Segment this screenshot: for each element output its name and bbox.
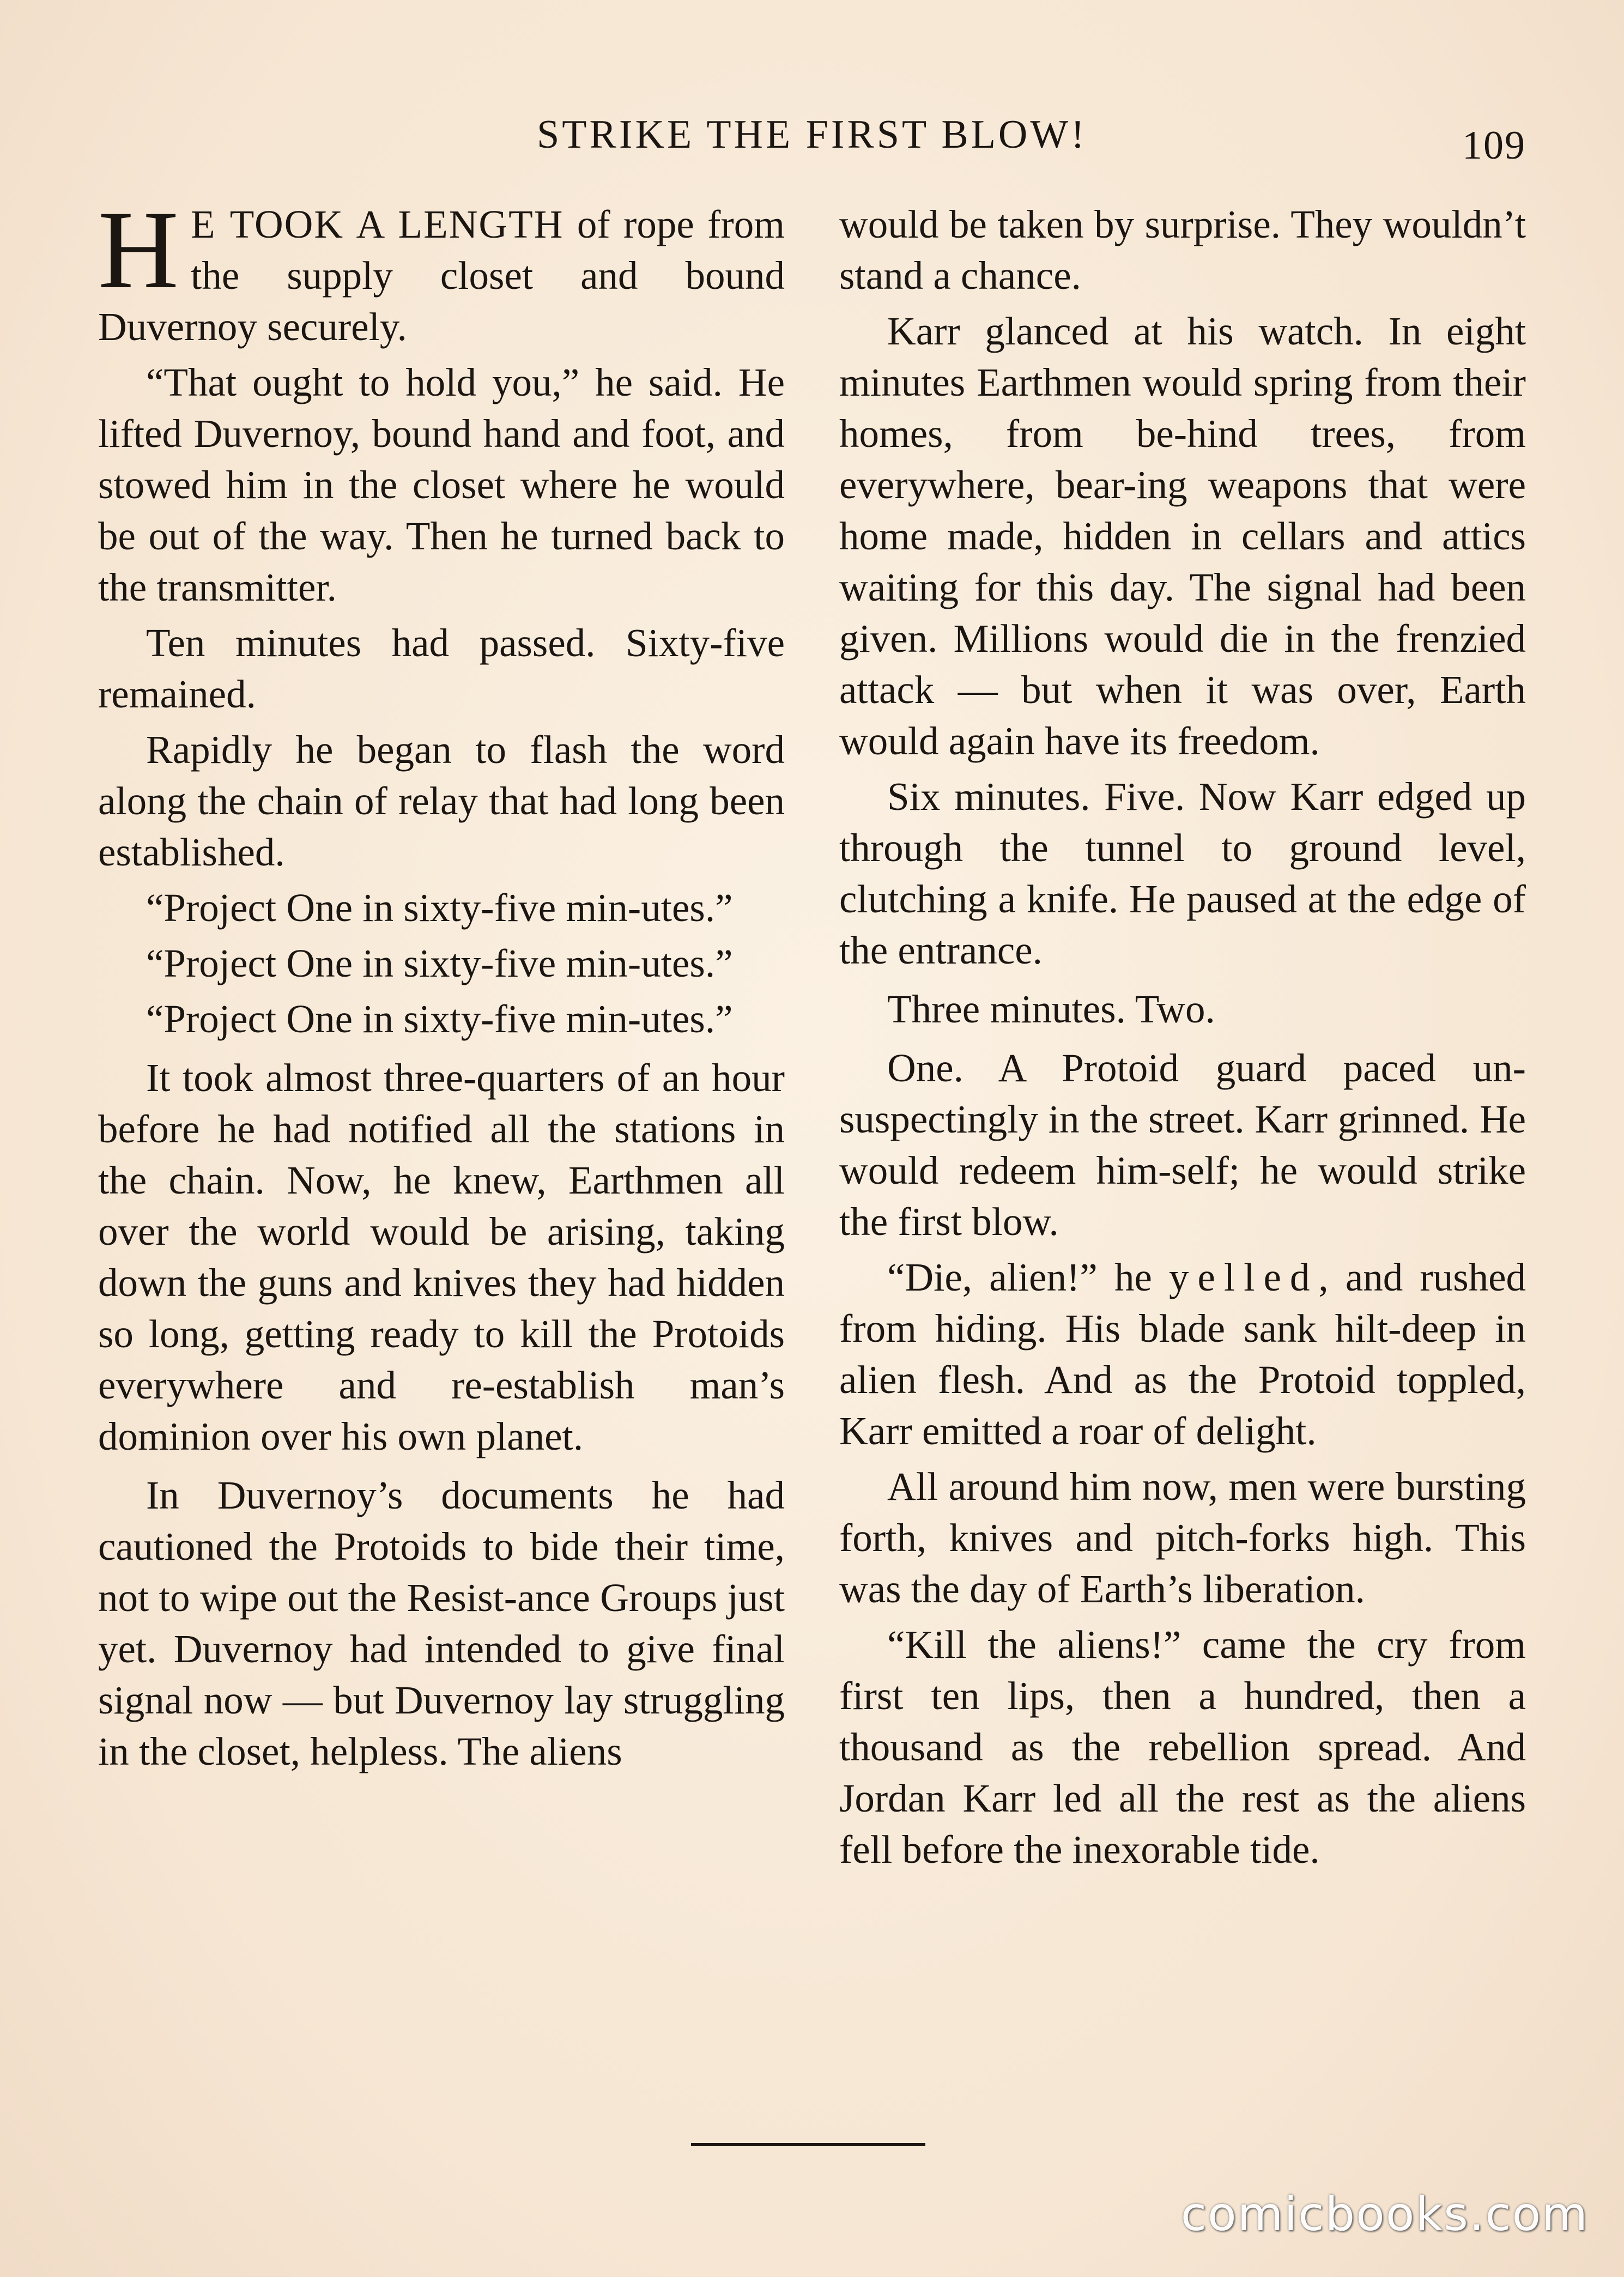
paragraph: “Project One in sixty-five min-utes.”: [146, 886, 733, 930]
paragraph: “Kill the aliens!” came the cry from first ten lips, then a hundred, then a thousand as the rebellion spread. And Jordan Karr led all the rest as the aliens fell before the inexorable tide.: [839, 1622, 1526, 1872]
yelled-after: , and rushed from hiding. His blade sank hilt-deep in alien flesh. And as the Protoid toppled, Karr emitted a roar of delight.: [839, 1255, 1526, 1453]
paragraph: Rapidly he began to flash the word along the chain of relay that had long been established.: [98, 728, 785, 874]
paragraph: All around him now, men were bursting forth, knives and pitch-forks high. This was the day of Earth’s liberation.: [839, 1464, 1526, 1611]
running-head-title: STRIKE THE FIRST BLOW!: [537, 112, 1087, 157]
paragraph: One. A Protoid guard paced un-suspectingly in the street. Karr grinned. He would redeem him-self; he would strike the first blow.: [839, 1046, 1526, 1244]
watermark-logo: comicbooks.com: [1180, 2187, 1589, 2242]
paragraph: Karr glanced at his watch. In eight minutes Earthmen would spring from their homes, from be-hind trees, from everywhere, bear-ing weapons that were home made, hidden in cellars and attics waiting for this day. The signal had been given. Millions would die in the frenzied attack — but when it was over, Earth would again have its freedom.: [839, 309, 1526, 763]
right-column: [839, 199, 1526, 1880]
end-rule: [691, 2143, 925, 2146]
drop-cap: H: [98, 188, 179, 312]
opening-text: of rope from the supply closet and bound Duvernoy securely.: [98, 202, 785, 349]
yelled-word: yelled: [1169, 1255, 1319, 1299]
paragraph-yelled: [839, 1252, 1526, 1457]
paragraph: “Project One in sixty-five min-utes.”: [146, 941, 733, 985]
paragraph: Six minutes. Five. Now Karr edged up through the tunnel to ground level, clutching a knife. He paused at the edge of the entrance.: [839, 774, 1526, 972]
paragraph: “That ought to hold you,” he said. He lifted Duvernoy, bound hand and foot, and stowed him in the closet where he would be out of the way. Then he turned back to the transmitter.: [98, 360, 785, 609]
opening-paragraph: [98, 188, 785, 353]
left-column: [98, 188, 785, 1782]
paragraph: In Duvernoy’s documents he had cautioned the Protoids to bide their time, not to wipe out the Resist-ance Groups just yet. Duvernoy had intended to give final signal now — but Duvernoy lay struggling in the closet, helpless. The aliens: [98, 1473, 785, 1773]
paragraph: Three minutes. Two.: [887, 987, 1215, 1031]
yelled-before: “Die, alien!” he: [887, 1255, 1169, 1299]
continuation-paragraph: would be taken by surprise. They wouldn’t stand a chance.: [839, 202, 1526, 298]
paragraph: “Project One in sixty-five min-utes.”: [146, 997, 733, 1041]
paragraph: Ten minutes had passed. Sixty-five remained.: [98, 621, 785, 716]
page-number: 109: [1462, 123, 1526, 168]
opening-caps: E TOOK A LENGTH: [191, 202, 564, 246]
paragraph: It took almost three-quarters of an hour before he had notified all the stations in the chain. Now, he knew, Earthmen all over the world would be arising, taking down the guns and knives they had hidden so long, getting ready to kill the Protoids everywhere and re-establish man’s dominion over his own planet.: [98, 1056, 785, 1458]
